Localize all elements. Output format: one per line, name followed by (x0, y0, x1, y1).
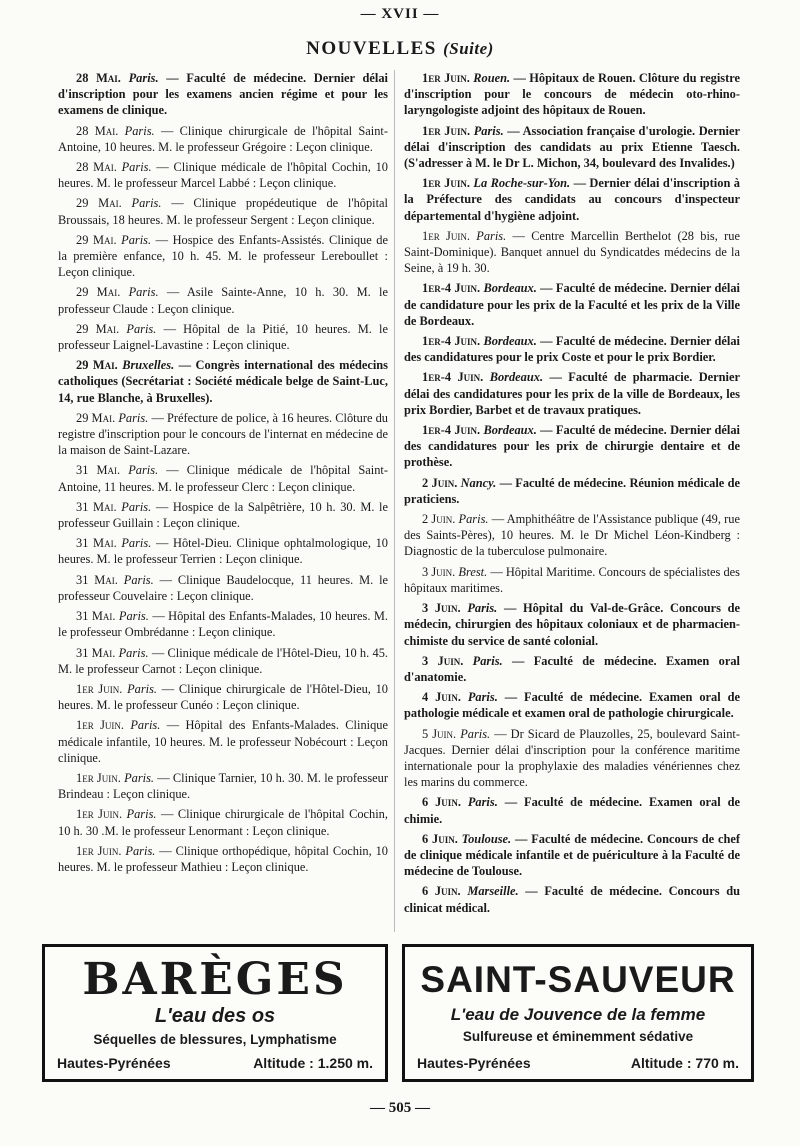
entry-text: — Hôtel-Dieu. Clinique ophtalmologique, 10 heures. M. le professeur Terrien : Leçon clinique. (58, 536, 388, 567)
news-entry (58, 70, 388, 119)
entry-city: Paris. (118, 609, 149, 624)
entry-date: 31 Mai. (76, 609, 116, 624)
entry-date: 1er Juin. (76, 843, 122, 858)
entry-city: Paris. (476, 228, 507, 243)
column-divider (394, 70, 395, 932)
ad-region: Hautes-Pyrénées (57, 1055, 171, 1071)
entry-city: Paris. (467, 690, 498, 705)
advertisement-row (42, 944, 754, 1084)
news-entry (404, 175, 740, 224)
entry-city: Brest. (458, 564, 488, 579)
news-entry (58, 321, 388, 353)
entry-city: Paris. (118, 410, 149, 425)
entry-date: 5 Juin. (422, 726, 457, 741)
entry-city: Paris. (131, 196, 162, 211)
news-entry (404, 831, 740, 880)
news-entry (404, 333, 740, 365)
entry-date: 29 Mai. (76, 321, 120, 336)
entry-city: Bordeaux. (483, 281, 537, 296)
news-entry (58, 717, 388, 766)
entry-text: — Congrès international des médecins catholiques (Secrétariat : Société médicale belge de Saint-Luc, 14, rue Blanche, à Bruxelles). (58, 358, 388, 405)
entry-text: — Faculté de pharmacie. Dernier délai des candidatures pour les prix de la ville de Bordeaux, les prix Bordier, Barbet et de travaux pratiques. (404, 370, 740, 417)
ad-region: Hautes-Pyrénées (417, 1055, 531, 1071)
news-entry (58, 806, 388, 838)
entry-text: — Asile Sainte-Anne, 10 h. 30. M. le professeur Claude : Leçon clinique. (58, 285, 388, 316)
entry-city: Paris. (126, 807, 157, 822)
entry-date: 2 Juin. (422, 475, 458, 490)
ad-name: SAINT-SAUVEUR (420, 959, 736, 1000)
bareges-advertisement (42, 944, 388, 1082)
news-entry (58, 195, 388, 227)
entry-date: 29 Mai. (76, 196, 122, 211)
news-entry (404, 689, 740, 721)
entry-city: Bordeaux. (483, 423, 537, 438)
entry-date: 28 Mai. (76, 160, 117, 175)
ad-altitude: Altitude : 770 m. (630, 1055, 739, 1071)
entry-city: Paris. (121, 232, 152, 247)
entry-city: Paris. (123, 572, 154, 587)
page-number: — 505 — (370, 1100, 430, 1116)
entry-date: 28 Mai. (76, 123, 119, 138)
entry-text: — Faculté de médecine. Dernier délai d'inscription pour les examens ancien régime et pour les examens de clinique. (58, 71, 388, 118)
saint-sauveur-advertisement (402, 944, 754, 1082)
entry-text: — Faculté de médecine. Concours du clinicat médical. (404, 884, 740, 915)
entry-date: 6 Juin. (422, 884, 461, 899)
entry-city: Bruxelles. (122, 358, 175, 373)
news-entry (58, 770, 388, 802)
entry-text: — Faculté de médecine. Dernier délai de candidature pour les prix de la Faculté et les prix de la Ville de Bordeaux. (404, 281, 740, 328)
entry-text: — Dernier délai d'inscription à la Préfecture des candidats au concours d'inspecteur départemental d'hygiène adjoint. (404, 176, 740, 223)
news-entry (404, 726, 740, 791)
entry-city: La Roche-sur-Yon. (473, 176, 571, 191)
entry-city: Paris. (128, 71, 159, 85)
ad-footer (57, 1055, 373, 1071)
news-entry (404, 653, 740, 685)
entry-text: — Hôpital du Val-de-Grâce. Concours de médecin, chirurgien des hôpitaux coloniaux et de pharmacien-chimiste du service de santé colonial. (404, 601, 740, 648)
ad-description: Sulfureuse et éminemment sédative (462, 1029, 694, 1044)
ad-slogan: L'eau de Jouvence de la femme (450, 1005, 706, 1024)
entry-text: — Hospice des Enfants-Assistés. Clinique de la première enfance, 10 h. 45. M. le professeur Lereboullet : Leçon clinique. (58, 232, 388, 280)
entry-city: Paris. (118, 645, 149, 660)
entry-date: 31 Mai. (76, 463, 121, 478)
entry-date: 1er Juin. (422, 123, 471, 138)
entry-date: 6 Juin. (422, 831, 458, 846)
entry-city: Paris. (128, 463, 159, 478)
entry-date: 29 Mai. (76, 410, 116, 425)
news-entry (404, 228, 740, 277)
page-roman-numeral: — XVII — (360, 6, 440, 22)
entry-text: — Dr Sicard de Plauzolles, 25, boulevard Saint-Jacques. Dernier délai d'inscription pour la conférence maritime internationale pour la prophylaxie des maladies vénériennes chez les marins du commerce. (404, 726, 740, 790)
news-entry (58, 410, 388, 459)
entry-text: — Clinique médicale de l'Hôtel-Dieu, 10 h. 45. M. le professeur Carnot : Leçon clinique. (58, 645, 388, 676)
entry-text: — Hôpital Maritime. Concours de spécialistes des hôpitaux maritimes. (404, 564, 740, 595)
entry-date: 31 Mai. (76, 645, 116, 660)
entry-date: 1er-4 Juin. (422, 423, 481, 438)
entry-text: — Faculté de médecine. Dernier délai des candidatures pour les prix de chirurgie dentaire et de prothèse. (404, 423, 740, 470)
entry-date: 31 Mai. (76, 536, 117, 551)
entry-city: Rouen. (473, 71, 511, 85)
entry-city: Paris. (124, 123, 155, 138)
entry-text: — Hôpitaux de Rouen. Clôture du registre d'inscription pour le concours de médecin oto-rhino-laryngologiste adjoint des hôpitaux de Rouen. (404, 71, 740, 118)
entry-date: 28 Mai. (76, 71, 121, 85)
entry-city: Paris. (467, 795, 498, 810)
news-entry (58, 535, 388, 567)
entry-city: Paris. (130, 718, 161, 733)
news-entry (404, 564, 740, 596)
entry-date: 3 Juin. (422, 564, 456, 579)
news-entry (404, 883, 740, 915)
entry-date: 1er-4 Juin. (422, 334, 481, 349)
news-entry (58, 572, 388, 604)
ad-description: Séquelles de blessures, Lymphatisme (93, 1032, 337, 1047)
section-title-main: NOUVELLES (306, 38, 437, 59)
entry-date: 3 Juin. (422, 601, 461, 616)
entry-text: — Faculté de médecine. Examen oral d'anatomie. (404, 653, 740, 684)
entry-date: 1er Juin. (422, 176, 470, 191)
entry-text: — Clinique orthopédique, hôpital Cochin, 10 heures. M. le professeur Mathieu : Leçon clinique. (58, 843, 388, 874)
entry-text: — Hôpital des Enfants-Malades, 10 heures. M. le professeur Ombrédanne : Leçon clinique. (58, 609, 389, 640)
news-entry (404, 280, 740, 329)
entry-text: — Préfecture de police, à 16 heures. Clôture du registre d'inscription pour le concours de l'internat en médecine de la maison de Saint-Lazare. (58, 410, 388, 458)
entry-date: 4 Juin. (422, 690, 461, 705)
entry-date: 3 Juin. (422, 653, 464, 668)
entry-date: 29 Mai. (76, 358, 118, 373)
entry-date: 1er-4 Juin. (422, 370, 484, 385)
entry-text: — Faculté de médecine. Réunion médicale de praticiens. (404, 475, 740, 506)
entry-date: 1er Juin. (422, 71, 470, 85)
news-entry (404, 794, 740, 826)
news-entry (58, 843, 388, 875)
news-entry (58, 645, 388, 677)
entry-text: — Amphithéâtre de l'Assistance publique (49, rue des Saints-Pères), 10 heures. M. le Dr Michel Léon-Kindberg : Diagnostic de la tuberculose pulmonaire. (404, 512, 740, 559)
entry-date: 29 Mai. (76, 285, 121, 300)
entry-text: — Faculté de médecine. Examen oral de pathologie médicale et examen oral de pathologie chirurgicale. (404, 690, 740, 721)
news-entry (58, 357, 388, 406)
entry-city: Marseille. (467, 884, 519, 899)
entry-city: Bordeaux. (489, 370, 544, 385)
news-entry (58, 681, 388, 713)
entry-text: — Faculté de médecine. Dernier délai des candidatures pour le prix Coste et pour le prix Bordier. (404, 334, 740, 365)
entry-text: — Centre Marcellin Berthelot (28 bis, rue Saint-Dominique). Banquet annuel du Syndicatdes médecins de la Seine, à 19 h. 30. (404, 228, 740, 276)
entry-city: Paris. (472, 653, 503, 668)
entry-date: 1er Juin. (76, 681, 123, 696)
entry-date: 31 Mai. (76, 499, 117, 514)
entry-date: 1er Juin. (422, 228, 470, 243)
entry-city: Toulouse. (461, 831, 512, 846)
ad-footer (417, 1055, 739, 1071)
section-title-suffix: (Suite) (443, 39, 494, 58)
entry-city: Paris. (126, 321, 157, 336)
entry-text: — Clinique Baudelocque, 11 heures. M. le professeur Couvelaire : Leçon clinique. (58, 572, 389, 603)
ad-altitude: Altitude : 1.250 m. (253, 1055, 373, 1071)
entry-date: 31 Mai. (76, 572, 118, 587)
entry-city: Paris. (121, 160, 152, 175)
news-entry (58, 462, 388, 494)
entry-city: Paris. (121, 536, 152, 551)
news-entry (58, 159, 388, 191)
entry-date: 1er Juin. (76, 770, 121, 785)
entry-city: Paris. (127, 681, 158, 696)
ad-name: BARÈGES (82, 954, 348, 1005)
news-entry (404, 422, 740, 471)
entry-text: — Clinique Tarnier, 10 h. 30. M. le professeur Brindeau : Leçon clinique. (58, 770, 388, 802)
entry-text: — Clinique médicale de l'hôpital Saint-Antoine, 11 heures. M. le professeur Clerc : Leçon clinique. (58, 463, 388, 494)
entry-text: — Hospice de la Salpêtrière, 10 h. 30. M. le professeur Guillain : Leçon clinique. (58, 499, 388, 531)
news-entry (404, 475, 740, 507)
entry-date: 1er-4 Juin. (422, 281, 481, 296)
entry-city: Nancy. (460, 475, 497, 490)
right-column (404, 70, 740, 920)
left-column (58, 70, 388, 879)
entry-text: — Hôpital des Enfants-Malades. Clinique médicale infantile, 10 heures. M. le professeur Nobécourt : Leçon clinique. (58, 718, 388, 765)
news-entry (404, 70, 740, 119)
entry-city: Paris. (128, 285, 159, 300)
entry-date: 29 Mai. (76, 232, 117, 247)
entry-date: 2 Juin. (422, 512, 456, 527)
entry-date: 6 Juin. (422, 795, 461, 810)
news-entry (58, 284, 388, 316)
news-entry (58, 499, 388, 531)
entry-city: Paris. (124, 770, 155, 785)
news-entry (404, 600, 740, 649)
news-entry (404, 369, 740, 418)
entry-date: 1er Juin. (76, 718, 124, 733)
entry-city: Paris. (121, 499, 152, 514)
news-entry (404, 123, 740, 172)
entry-city: Paris. (458, 512, 489, 527)
entry-text: — Clinique propédeutique de l'hôpital Broussais, 18 heures. M. le professeur Sergent : Leçon clinique. (58, 196, 388, 227)
news-entry (58, 608, 388, 640)
entry-text: — Faculté de médecine. Examen oral de chimie. (404, 795, 740, 826)
entry-text: — Faculté de médecine. Concours de chef de clinique médicale infantile et de puériculture à la Faculté de médecine de Toulouse. (404, 831, 740, 879)
entry-text: — Clinique médicale de l'hôpital Cochin, 10 heures. M. le professeur Marcel Labbé : Leçon clinique. (58, 160, 388, 191)
entry-city: Bordeaux. (483, 334, 537, 349)
entry-text: — Clinique chirurgicale de l'hôpital Cochin, 10 h. 30 .M. le professeur Lenormant : Leçon clinique. (58, 807, 388, 838)
entry-text: — Clinique chirurgicale de l'hôpital Saint-Antoine, 10 heures. M. le professeur Grégoire : Leçon clinique. (58, 123, 388, 154)
news-entry (58, 123, 388, 155)
news-entry (58, 232, 388, 281)
news-entry (404, 511, 740, 560)
entry-city: Paris. (460, 726, 491, 741)
entry-text: — Clinique chirurgicale de l'Hôtel-Dieu, 10 heures. M. le professeur Cunéo : Leçon clinique. (58, 681, 388, 713)
entry-text: — Association française d'urologie. Dernier délai d'inscription des candidats au prix Etienne Taesch. (S'adresser à M. le Dr L. Michon, 34, boulevard des Invalides.) (404, 123, 740, 171)
entry-date: 1er Juin. (76, 807, 123, 822)
ad-slogan: L'eau des os (154, 1005, 276, 1027)
section-title (0, 38, 800, 60)
entry-city: Paris. (473, 123, 504, 138)
entry-text: — Hôpital de la Pitié, 10 heures. M. le professeur Laignel-Lavastine : Leçon clinique. (58, 321, 388, 353)
entry-city: Paris. (467, 601, 498, 616)
entry-city: Paris. (125, 843, 156, 858)
